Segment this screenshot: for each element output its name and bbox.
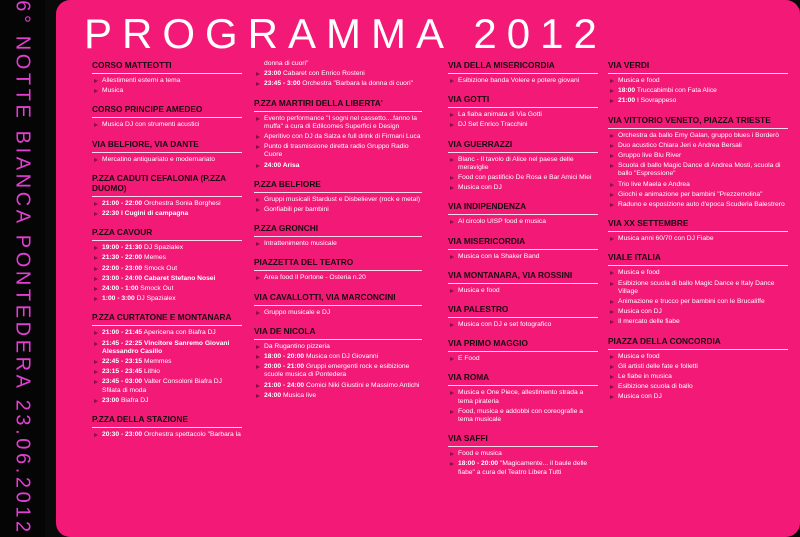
- item-text: Esibizione scuola di ballo: [618, 383, 693, 391]
- item-text: DJ Set Enrico Tracchini: [458, 121, 528, 129]
- program-column-2: [254, 60, 422, 409]
- venue-section: [254, 223, 422, 248]
- program-item: [608, 142, 788, 150]
- item-text: donna di cuori": [264, 60, 309, 67]
- venue-heading: P.ZZA CADUTI CEFALONIA (P.ZZA DUOMO): [92, 173, 242, 197]
- item-text: Punto di trasmissione diretta radio Gruppo Radio Cuore: [264, 143, 409, 159]
- item-text: Smock Out: [140, 285, 174, 293]
- venue-heading: VIA GUERRAZZI: [448, 139, 598, 153]
- venue-heading: VIA CAVALLOTTI, VIA MARCONCINI: [254, 292, 422, 306]
- venue-heading: P.ZZA BELFIORE: [254, 179, 422, 193]
- item-text: Giochi e animazione per bambini "Prezzemolina": [618, 190, 763, 198]
- item-text: Biafra DJ: [120, 396, 149, 404]
- program-item: [254, 70, 422, 78]
- venue-section: [448, 338, 598, 363]
- program-item: [448, 253, 598, 261]
- program-item: [448, 121, 598, 129]
- venue-section: [254, 60, 422, 89]
- venue-section: [608, 252, 788, 326]
- venue-section: [448, 201, 598, 226]
- venue-section: [92, 173, 242, 218]
- program-item: [448, 355, 598, 363]
- item-text: Al circolo UISP food e musica: [458, 218, 546, 226]
- item-text: Musica: [102, 87, 124, 95]
- program-item: [92, 121, 242, 129]
- item-text: Intrattenimento musicale: [264, 240, 337, 248]
- venue-section: [448, 236, 598, 261]
- program-item: [608, 87, 788, 95]
- item-text: Cabaret Stefano Nosei: [144, 274, 216, 282]
- item-time: 21:00 - 22:00: [102, 199, 143, 207]
- item-text: Gruppo live Blu River: [618, 152, 682, 160]
- item-time: 22:00 - 23:00: [102, 264, 143, 272]
- program-column-3: [448, 60, 598, 486]
- program-item: [92, 200, 242, 208]
- venue-section: [92, 227, 242, 303]
- program-item: [254, 392, 422, 400]
- item-text: Gruppi emergenti rock e esibizione scuole musica di Pontedera: [264, 363, 410, 379]
- item-text: Apericena con Biafra DJ: [143, 329, 216, 337]
- program-item: [608, 235, 788, 243]
- program-item: [92, 397, 242, 405]
- program-item: [92, 368, 242, 376]
- item-text: Il mercato delle fiabe: [618, 318, 680, 326]
- program-item: [254, 133, 422, 141]
- item-text: Blanc - Il tavolo di Alice nel paese delle meraviglie: [458, 155, 574, 171]
- item-time: 23:00 - 24:00: [102, 274, 143, 282]
- item-text: E Food: [458, 355, 480, 363]
- item-text: Vincitore Sanremo Giovani Alessandro Casillo: [102, 339, 230, 355]
- item-text: Da Rugantino pizzeria: [264, 342, 330, 350]
- side-banner: [0, 0, 45, 537]
- item-time: 24:00: [264, 391, 282, 399]
- item-time: 23:00: [264, 70, 282, 78]
- item-text: Musica live: [282, 391, 317, 399]
- program-item: [448, 450, 598, 458]
- program-item: [448, 408, 598, 424]
- program-item: [448, 174, 598, 182]
- program-item: [448, 111, 598, 119]
- venue-heading: VIA MONTANARA, VIA ROSSINI: [448, 270, 598, 284]
- item-text: Musica e One Piece, allestimento strada a tema pirateria: [458, 389, 584, 405]
- program-item: [608, 181, 788, 189]
- program-item: [254, 382, 422, 390]
- item-text: Orchestra da ballo Emy Galan, gruppo blues i Borderò: [618, 131, 779, 139]
- venue-heading: VIALE ITALIA: [608, 252, 788, 266]
- item-text: Musica e food: [618, 77, 660, 84]
- program-item: [92, 340, 242, 356]
- venue-section: [254, 292, 422, 317]
- item-text: Musica e food: [458, 286, 500, 294]
- item-time: 23:45 - 03:00: [102, 378, 143, 386]
- venue-heading: CORSO MATTEOTTI: [92, 60, 242, 74]
- program-item: [254, 343, 422, 351]
- program-item: [608, 162, 788, 178]
- venue-heading: VIA INDIPENDENZA: [448, 201, 598, 215]
- program-item: [92, 275, 242, 283]
- venue-heading: P.ZZA CURTATONE E MONTANARA: [92, 312, 242, 326]
- program-item: [448, 287, 598, 295]
- program-item: [92, 295, 242, 303]
- program-item: [448, 77, 598, 85]
- item-text: Lithio: [144, 368, 161, 376]
- venue-section: [92, 139, 242, 164]
- venue-section: [254, 257, 422, 282]
- venue-heading: VIA VITTORIO VENETO, PIAZZA TRIESTE: [608, 115, 788, 129]
- item-text: I Sovrappeso: [636, 97, 677, 105]
- venue-heading: VIA MISERICORDIA: [448, 236, 598, 250]
- venue-section: [448, 60, 598, 85]
- venue-heading: CORSO PRINCIPE AMEDEO: [92, 104, 242, 118]
- item-text: Truccabimbi con Fata Alice: [636, 87, 717, 95]
- program-item: [254, 115, 422, 131]
- venue-section: [448, 433, 598, 477]
- program-item: [448, 218, 598, 226]
- item-text: Musica anni 60/70 con DJ Fiabe: [618, 235, 714, 243]
- program-item: [608, 269, 788, 277]
- item-text: Musica e food: [618, 269, 660, 277]
- venue-heading: VIA XX SETTEMBRE: [608, 218, 788, 232]
- program-item: [608, 373, 788, 381]
- item-text: Food e musica: [458, 450, 502, 458]
- item-text: Gruppi musicali Stardust e Disbeliever (rock e metal): [264, 195, 421, 203]
- item-text: Musica e food: [618, 352, 660, 360]
- venue-section: [92, 312, 242, 405]
- item-text: Arisa: [282, 161, 300, 169]
- item-text: Gonfiabili per bambini: [264, 206, 329, 214]
- item-text: Orchestra "Barbara la donna di cuori": [302, 80, 413, 88]
- item-time: 18:00 - 20:00: [264, 353, 305, 361]
- program-item: [92, 77, 242, 85]
- item-text: I Cugini di campagna: [120, 210, 189, 218]
- item-text: Evento performance "I sogni nel cassetto....fanno la muffa" a cura di Edilcomes Superfici e Design: [264, 114, 417, 130]
- program-item: [92, 87, 242, 95]
- program-item: [92, 378, 242, 394]
- item-text: Musica con DJ Giovanni: [306, 353, 379, 361]
- program-item: [92, 358, 242, 366]
- program-item: [608, 393, 788, 401]
- program-item: [608, 132, 788, 140]
- program-item: [448, 321, 598, 329]
- item-text: Animazione e trucco per bambini con le Brucaliffe: [618, 298, 765, 306]
- program-item: [254, 143, 422, 159]
- program-item: [448, 389, 598, 405]
- event-caption: 6° NOTTE BIANCA PONTEDERA 23.06.2012: [11, 0, 34, 536]
- item-time: 21:45 - 22:25: [102, 339, 143, 347]
- program-item: [608, 363, 788, 371]
- venue-section: [448, 94, 598, 129]
- venue-heading: VIA ROMA: [448, 372, 598, 386]
- venue-heading: VIA BELFIORE, VIA DANTE: [92, 139, 242, 153]
- venue-heading: VIA DE NICOLA: [254, 326, 422, 340]
- item-text: Memes: [144, 254, 166, 262]
- item-text: Food, musica e addobbi con coreografie a tema musicale: [458, 407, 583, 424]
- program-item: [608, 280, 788, 296]
- program-item: [608, 152, 788, 160]
- program-item: [254, 240, 422, 248]
- item-text: Musica con DJ e set fotografico: [458, 321, 552, 329]
- item-text: Cabaret con Enrico Rosteni: [282, 70, 365, 78]
- venue-heading: VIA SAFFI: [448, 433, 598, 447]
- venue-heading: P.ZZA MARTIRI DELLA LIBERTA': [254, 98, 422, 112]
- program-item: [92, 329, 242, 337]
- program-item: [92, 431, 242, 439]
- item-text: Mercatino antiquariato e modernariato: [102, 155, 216, 163]
- venue-section: [608, 336, 788, 402]
- item-text: Musica con DJ: [618, 308, 662, 316]
- item-time: 23:45 - 3:00: [264, 80, 301, 88]
- page-title: PROGRAMMA 2012: [84, 10, 607, 57]
- program-item: [254, 206, 422, 214]
- item-text: Musica con la Shaker Band: [458, 252, 540, 260]
- program-panel: [56, 0, 800, 537]
- program-item: [92, 254, 242, 262]
- item-time: 23:00: [102, 396, 120, 404]
- item-text: Esibizione banda Volere e potere giovani: [458, 77, 580, 84]
- venue-section: [448, 372, 598, 424]
- venue-heading: P.ZZA CAVOUR: [92, 227, 242, 241]
- item-text: Orchestra Sonia Borghesi: [144, 199, 221, 207]
- program-item: [608, 191, 788, 199]
- item-text: Aperitivo con DJ da Salza e full drink di Firmani Luca: [264, 133, 421, 141]
- program-item: [254, 196, 422, 204]
- item-time: 18:00: [618, 87, 636, 95]
- program-item: [448, 156, 598, 172]
- venue-section: [92, 60, 242, 95]
- program-item: [608, 308, 788, 316]
- program-item: [254, 309, 422, 317]
- item-text: Esibizione scuola di ballo Magic Dance e Italy Dance Village: [618, 279, 775, 295]
- venue-section: [448, 139, 598, 193]
- item-text: Raduno e esposizione auto d'epoca Scuderia Balestrero: [618, 201, 785, 209]
- item-text: Allestimenti esterni a tema: [102, 77, 181, 84]
- item-text: Memmes: [144, 358, 172, 366]
- venue-section: [254, 98, 422, 170]
- item-text: Le fiabe in musica: [618, 373, 672, 381]
- program-item: [608, 353, 788, 361]
- item-text: Musica con DJ: [458, 184, 502, 192]
- venue-heading: VIA GOTTI: [448, 94, 598, 108]
- item-time: 19:00 - 21:30: [102, 244, 143, 252]
- venue-heading: VIA VERDI: [608, 60, 788, 74]
- venue-section: [608, 218, 788, 243]
- item-time: 24:00 - 1:00: [102, 285, 139, 293]
- item-text: Food con pastificio De Rosa e Bar Amici Miei: [458, 174, 592, 182]
- venue-heading: P.ZZA DELLA STAZIONE: [92, 414, 242, 428]
- item-text: Duo acustico Chiara Jeri e Andrea Bersali: [618, 141, 742, 149]
- item-text: DJ Spazialex: [136, 295, 176, 303]
- item-text: Musica DJ con strumenti acustici: [102, 121, 200, 129]
- venue-heading: VIA PRIMO MAGGIO: [448, 338, 598, 352]
- venue-section: [254, 326, 422, 400]
- program-item: [92, 244, 242, 252]
- program-item: [254, 80, 422, 88]
- venue-section: [448, 270, 598, 295]
- item-time: 20:30 - 23:00: [102, 431, 143, 439]
- item-time: 21:00 - 24:00: [264, 381, 305, 389]
- item-text: Scuola di ballo Magic Dance di Andrea Mosti, scuola di ballo "Espressione": [618, 162, 781, 178]
- item-text: Orchestra spettacolo "Barbara la: [144, 431, 241, 439]
- program-column-4: [608, 60, 788, 411]
- venue-heading: PIAZZA DELLA CONCORDIA: [608, 336, 788, 350]
- item-time: 22:45 - 23:15: [102, 358, 143, 366]
- program-item: [448, 460, 598, 476]
- item-text: Musica con DJ: [618, 393, 662, 401]
- venue-section: [608, 115, 788, 210]
- item-time: 21:00: [618, 97, 636, 105]
- item-text: Valter Consoloni Biafra DJ Sfilata di moda: [102, 378, 222, 394]
- venue-heading: PIAZZETTA DEL TEATRO: [254, 257, 422, 271]
- venue-section: [448, 304, 598, 329]
- program-item: [92, 210, 242, 218]
- item-text: Gruppo musicale e DJ: [264, 308, 331, 316]
- item-time: 23:15 - 23:45: [102, 368, 143, 376]
- program-item: [608, 383, 788, 391]
- program-item: [254, 353, 422, 361]
- program-item: [254, 60, 422, 68]
- item-time: 20:00 - 21:00: [264, 363, 305, 371]
- venue-section: [92, 104, 242, 129]
- venue-heading: VIA PALESTRO: [448, 304, 598, 318]
- item-time: 24:00: [264, 161, 282, 169]
- venue-heading: VIA DELLA MISERICORDIA: [448, 60, 598, 74]
- program-column-1: [92, 60, 242, 448]
- program-item: [608, 298, 788, 306]
- venue-heading: P.ZZA GRONCHI: [254, 223, 422, 237]
- venue-section: [254, 179, 422, 214]
- item-text: "Magicamente... il baule delle fiabe" a cura del Teatro Libera Tutti: [458, 460, 588, 476]
- item-text: Smock Out: [144, 264, 178, 272]
- program-item: [92, 285, 242, 293]
- venue-section: [608, 60, 788, 106]
- program-item: [448, 184, 598, 192]
- program-item: [254, 274, 422, 282]
- program-item: [608, 77, 788, 85]
- item-time: 21:30 - 22:00: [102, 254, 143, 262]
- item-time: 21:00 - 21:45: [102, 329, 143, 337]
- item-time: 18:00 - 20:00: [458, 460, 499, 468]
- item-text: Area food Il Portone - Osteria n.20: [264, 274, 366, 282]
- program-item: [92, 265, 242, 273]
- item-text: Trio live Maela e Andrea: [618, 180, 690, 188]
- program-item: [254, 162, 422, 170]
- item-text: Gli artisti delle fate e folletti: [618, 362, 698, 370]
- item-text: DJ Spazialex: [144, 244, 184, 252]
- program-item: [254, 363, 422, 379]
- program-item: [608, 97, 788, 105]
- item-text: Comici Niki Giustini e Massimo Antichi: [306, 381, 420, 389]
- program-item: [92, 156, 242, 164]
- item-text: La fiaba animata di Via Gotti: [458, 111, 542, 119]
- program-item: [608, 201, 788, 209]
- item-time: 1:00 - 3:00: [102, 295, 135, 303]
- program-item: [608, 318, 788, 326]
- venue-section: [92, 414, 242, 439]
- item-time: 22:30: [102, 210, 120, 218]
